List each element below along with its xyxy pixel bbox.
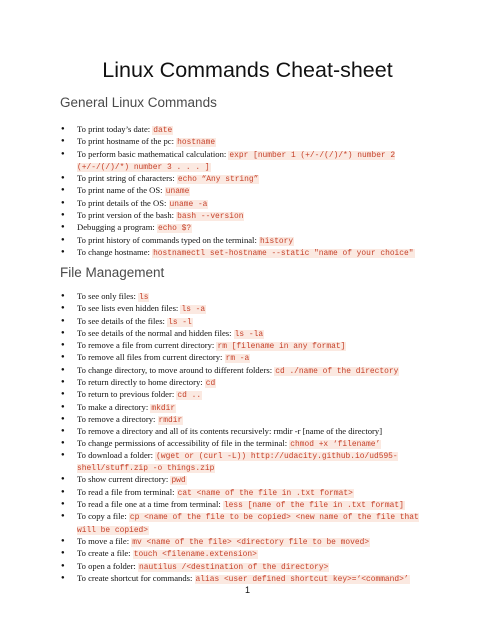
command-code: rm [filename in any format] [217, 342, 346, 352]
list-item [0, 548, 437, 560]
item-description: To see details of the normal and hidden files: [77, 327, 234, 338]
item-description: To print hostname of the pc: [77, 136, 177, 147]
item-description: To create a file: [77, 548, 133, 559]
section-heading-files: File Management [60, 265, 165, 280]
list-item [0, 474, 437, 486]
item-description: To print history of commands typed on the terminal: [77, 234, 259, 245]
list-item [0, 573, 437, 585]
command-code: touch <filename.extension> [133, 550, 257, 560]
item-description: To copy a file: [77, 511, 129, 522]
list-item [0, 511, 437, 536]
list-item [0, 185, 437, 197]
list-item [0, 173, 437, 185]
command-code: less [name of the file in .txt format] [223, 501, 404, 511]
command-code: hostname [177, 138, 216, 148]
command-code: ls -l [168, 317, 192, 327]
list-item [0, 438, 437, 450]
item-description: To remove a directory and all of its contents recursively: rmdir -r [name of the directory] [77, 426, 383, 437]
item-description: To show current directory: [77, 474, 171, 485]
command-code: cd ./name of the directory [275, 366, 399, 376]
item-description: To remove all files from current directory: [77, 352, 225, 363]
command-code: bash --version [177, 212, 244, 222]
command-code: uname -a [169, 199, 208, 209]
command-code: echo $? [157, 224, 192, 234]
list-item [0, 222, 437, 234]
command-code: ls -la [234, 329, 264, 339]
item-description: To return to previous folder: [77, 389, 177, 400]
page-number: 1 [244, 585, 250, 595]
item-description: To read a file one at a time from terminal: [77, 499, 223, 510]
command-code: cp <name of the file to be copied> <new name of the file that will be copied> [77, 513, 419, 535]
command-code: echo “Any string” [177, 175, 259, 185]
command-code: history [259, 236, 294, 246]
list-item [0, 450, 437, 475]
item-description: To download a folder: [77, 449, 156, 460]
item-description: To perform basic mathematical calculation: [77, 148, 229, 159]
item-description: Debugging a program: [77, 222, 157, 233]
list-item [0, 198, 437, 210]
list-item [0, 303, 437, 315]
list-item [0, 210, 437, 222]
general-commands-list [0, 124, 437, 259]
section-heading-general: General Linux Commands [60, 95, 217, 110]
list-item [0, 328, 437, 340]
item-description: To print details of the OS: [77, 197, 169, 208]
list-item [0, 291, 437, 303]
command-code: ls -a [181, 305, 206, 315]
command-code: rm -a [225, 354, 250, 364]
command-code: mkdir [151, 403, 176, 413]
command-code: ls [138, 293, 149, 302]
command-code: chmod +x ‘filename’ [290, 439, 381, 449]
list-item [0, 389, 437, 401]
list-item [0, 414, 437, 426]
list-item [0, 536, 437, 548]
command-code: cd [205, 379, 216, 389]
item-description: To see only files: [77, 291, 138, 301]
item-description: To print name of the OS: [77, 185, 165, 196]
list-item [0, 136, 437, 148]
item-description: To change hostname: [77, 246, 153, 257]
command-code: cat <name of the file in .txt format> [177, 488, 353, 498]
command-code: hostnamectl set-hostname --static "name of your choice" [153, 248, 414, 258]
item-description: To make a directory: [77, 401, 151, 412]
command-code: alias <user defined shortcut key>=‘<command>’ [195, 574, 409, 584]
item-description: To remove a directory: [77, 413, 158, 424]
item-description: To create shortcut for commands: [77, 572, 195, 583]
item-description: To change directory, to move around to different folders: [77, 364, 275, 375]
list-item [0, 377, 437, 389]
list-item [0, 402, 437, 414]
command-code: rmdir [158, 415, 183, 425]
list-item [0, 561, 437, 573]
list-item [0, 149, 437, 174]
list-item [0, 340, 437, 352]
list-item [0, 235, 437, 247]
item-description: To see lists even hidden files: [77, 303, 181, 314]
item-description: To open a folder: [77, 560, 138, 571]
item-description: To print string of characters: [77, 173, 177, 184]
list-item [0, 499, 437, 511]
list-item [0, 352, 437, 364]
command-code: date [153, 126, 173, 135]
command-code: expr [number 1 (+/-/(/)/*) number 2 (+/-/(/)/*) number 3 . . . ] [77, 150, 396, 172]
list-item [0, 316, 437, 328]
item-description: To remove a file from current directory: [77, 340, 217, 351]
item-description: To read a file from terminal: [77, 486, 177, 497]
item-description: To print today’s date: [77, 124, 153, 134]
list-item [0, 247, 437, 259]
page-title: Linux Commands Cheat-sheet [102, 58, 393, 82]
list-item [0, 426, 437, 437]
list-item [0, 124, 437, 136]
item-description: To return directly to home directory: [77, 377, 205, 388]
command-code: mv <name of the file> <directory file to be moved> [132, 537, 370, 547]
command-code: (wget or (curl -L)) http://udacity.github.io/ud595-shell/stuff.zip -o things.zip [77, 451, 398, 474]
item-description: To print version of the bash: [77, 210, 177, 221]
command-code: cd .. [177, 391, 202, 401]
command-code: uname [165, 187, 190, 197]
list-item [0, 365, 437, 377]
file-management-list [0, 291, 437, 585]
item-description: To move a file: [77, 535, 132, 546]
command-code: pwd [171, 476, 186, 486]
item-description: To see details of the files: [77, 315, 168, 326]
command-code: nautilus /<destination of the directory> [138, 562, 329, 572]
list-item [0, 487, 437, 499]
item-description: To change permissions of accessibility of file in the terminal: [77, 437, 290, 448]
